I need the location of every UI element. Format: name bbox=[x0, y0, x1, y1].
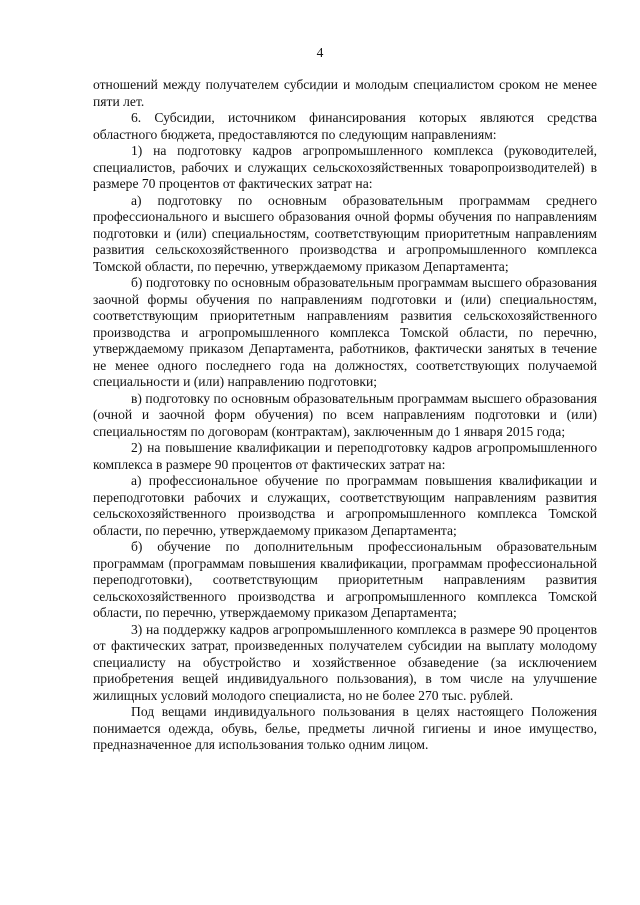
paragraph-subitem-2b: б) обучение по дополнительным профессиональным образовательным программам (программам повышения квалификации, программам профессиональной переподготовки), соответствующим приоритетным направлениям развития сельскохозяйственного производства и агропромышленного комплекса Томской области, по перечню, утверждаемому приказом Департамента; bbox=[93, 539, 597, 620]
paragraph-subitem-2: 2) на повышение квалификации и переподготовку кадров агропромышленного комплекса в размере 90 процентов от фактических затрат на: bbox=[93, 440, 597, 472]
page-number: 4 bbox=[316, 45, 324, 60]
paragraph-item-6: 6. Субсидии, источником финансирования которых являются средства областного бюджета, предоставляются по следующим направлениям: bbox=[93, 110, 597, 142]
paragraph-subitem-3: 3) на поддержку кадров агропромышленного комплекса в размере 90 процентов от фактических затрат, произведенных получателем субсидии на выплату молодому специалисту на обустройство и хозяйственное обзаведение (за исключением приобретения вещей индивидуального пользования), в том числе на улучшение жилищных условий молодого специалиста, но не более 270 тыс. рублей. bbox=[93, 621, 597, 703]
paragraph-subitem-1b: б) подготовку по основным образовательным программам высшего образования заочной формы обучения по направлениям подготовки и (или) специальностям, соответствующим приоритетным направлениям развития сельскохозяйственного производства и агропромышленного комплекса Томской области, по перечню, утверждаемому приказом Департамента, работников, фактически занятых в течение не менее одного последнего года на должностях, соответствующих получаемой специальности и (или) направлению подготовки; bbox=[93, 275, 597, 389]
paragraph-subitem-1: 1) на подготовку кадров агропромышленного комплекса (руководителей, специалистов, рабочих и служащих сельскохозяйственных товаропроизводителей) в размере 70 процентов от фактических затрат на: bbox=[93, 143, 597, 191]
paragraph-definition: Под вещами индивидуального пользования в целях настоящего Положения понимается одежда, обувь, белье, предметы личной гигиены и иное имущество, предназначенное для использования только одним лицом. bbox=[93, 704, 597, 752]
document-body bbox=[93, 77, 597, 754]
paragraph-continuation: отношений между получателем субсидии и молодым специалистом сроком не менее пяти лет. bbox=[93, 77, 597, 109]
paragraph-subitem-1c: в) подготовку по основным образовательным программам высшего образования (очной и заочной форм обучения) по всем направлениям подготовки и (или) специальностям по договорам (контрактам), заключенным до 1 января 2015 года; bbox=[93, 390, 597, 439]
paragraph-subitem-1a: а) подготовку по основным образовательным программам среднего профессионального и высшего образования очной формы обучения по направлениям подготовки и (или) специальностям, соответствующим приоритетным направлениям развития сельскохозяйственного производства и агропромышленного комплекса Томской области, по перечню, утверждаемому приказом Департамента; bbox=[93, 192, 597, 274]
paragraph-subitem-2a: а) профессиональное обучение по программам повышения квалификации и переподготовки рабочих и служащих, соответствующим направлениям развития сельскохозяйственного производства и агропромышленного комплекса Томской области, по перечню, утверждаемому приказом Департамента; bbox=[93, 473, 597, 538]
